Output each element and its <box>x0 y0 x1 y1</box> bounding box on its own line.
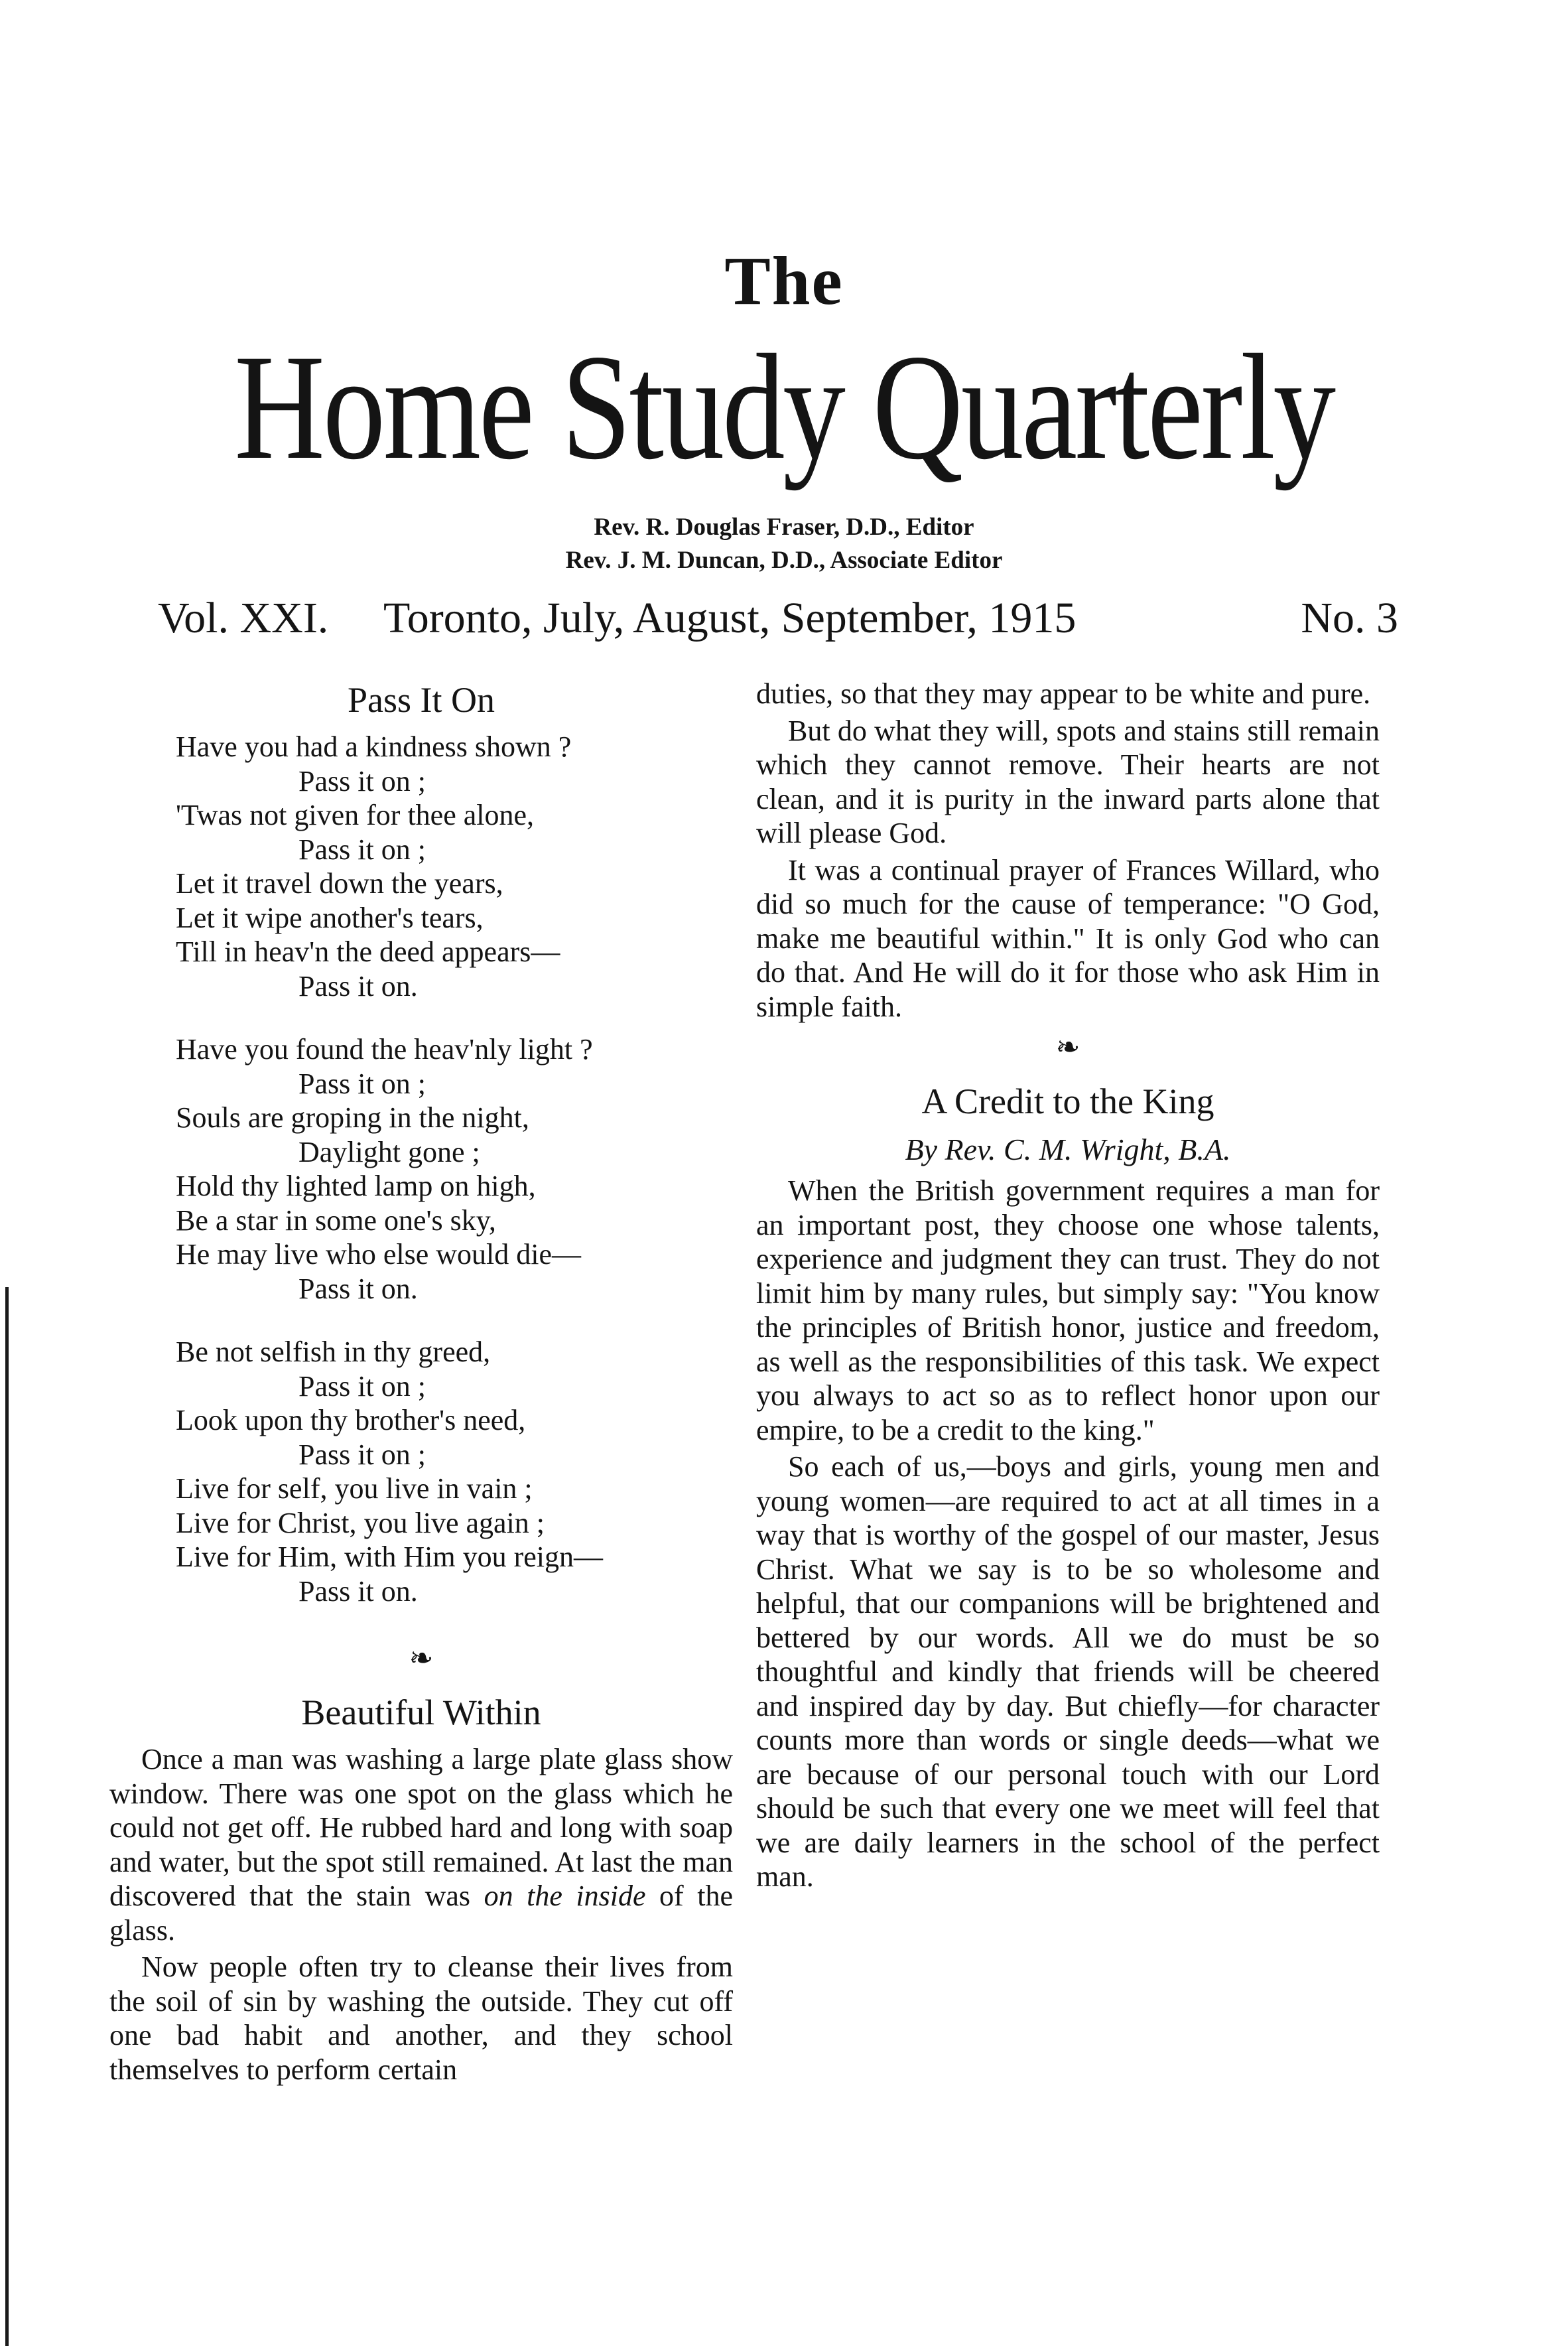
poem-stanza <box>109 1032 733 1306</box>
editor-line: Rev. R. Douglas Fraser, D.D., Editor <box>594 514 974 541</box>
poem-line: Pass it on ; <box>298 1067 426 1100</box>
beautiful-within-title: Beautiful Within <box>301 1692 541 1732</box>
paragraph: It was a continual prayer of Frances Willard, who did so much for the cause of temperance: "O God, make me beautiful within." It is only God who can do that. And He will do it for those who ask Him in simple faith. <box>756 853 1380 1023</box>
poem-title: Pass It On <box>347 680 495 720</box>
poem-line: Have you found the heav'nly light ? <box>176 1033 593 1066</box>
poem-line: Have you had a kindness shown ? <box>176 730 572 763</box>
poem-line: Pass it on ; <box>298 1438 426 1471</box>
paragraph: But do what they will, spots and stains still remain which they cannot remove. Their hearts are not clean, and it is purity in the inward parts alone that will please God. <box>756 714 1380 849</box>
editors-block <box>0 511 1568 577</box>
poem-line: Pass it on ; <box>298 833 426 866</box>
paragraph: So each of us,—boys and girls, young men and young women—are required to act at all times in a way that is worthy of the gospel of our master, Jesus Christ. What we say is to be so wholesome and helpful, that our companions will be brightened and bettered by our words. All we do must be so thoughtful and kindly that friends will be cheered and inspired day by day. But chiefly—for character counts more than words or single deeds—what we are because of our personal touch with our Lord should be such that every one we meet will feel that we are daily learners in the school of the perfect man. <box>756 1450 1380 1893</box>
poem-stanza <box>109 1335 733 1608</box>
poem-line: Daylight gone ; <box>298 1135 480 1168</box>
poem-stanza <box>109 730 733 1003</box>
poem-line: Pass it on. <box>298 1272 418 1305</box>
poem-line: Let it travel down the years, <box>176 867 503 900</box>
associate-editor-line: Rev. J. M. Duncan, D.D., Associate Editor <box>565 547 1003 574</box>
poem-line: 'Twas not given for thee alone, <box>176 799 535 831</box>
poem-line: Live for Him, with Him you reign— <box>176 1541 604 1573</box>
poem-line: Live for Christ, you live again ; <box>176 1506 545 1539</box>
poem-line: Pass it on ; <box>298 1369 426 1403</box>
poem-line: Be a star in some one's sky, <box>176 1204 496 1237</box>
poem-line: Live for self, you live in vain ; <box>176 1472 533 1505</box>
credit-to-king-title: A Credit to the King <box>921 1081 1214 1121</box>
section-ornament: ❧ <box>1055 1031 1080 1064</box>
poem-line: Be not selfish in thy greed, <box>176 1336 491 1368</box>
masthead-title: Home Study Quarterly <box>234 324 1334 491</box>
left-column <box>109 677 733 2089</box>
article-byline: By Rev. C. M. Wright, B.A. <box>905 1133 1231 1166</box>
paragraph: When the British government requires a man for an important post, they choose one whose talents, experience and judgment they can trust. They do not limit him by many rules, but simply say: "You know the principles of British honor, justice and freedom, as well as the responsibilities of this task. We expect you always to act so as to reflect honor upon our empire, to be a credit to the king." <box>756 1174 1380 1446</box>
poem-line: Till in heav'n the deed appears— <box>176 935 560 968</box>
poem-line: He may live who else would die— <box>176 1238 581 1271</box>
poem-line: Look upon thy brother's need, <box>176 1404 526 1436</box>
poem-line: Souls are groping in the night, <box>176 1101 529 1134</box>
paragraph-continued: duties, so that they may appear to be white and pure. <box>756 677 1371 710</box>
poem-line: Pass it on. <box>298 1574 418 1608</box>
scan-edge-rule <box>5 1287 9 2346</box>
issue-number: No. 3 <box>1301 594 1398 642</box>
poem-line: Pass it on ; <box>298 764 426 797</box>
section-ornament: ❧ <box>409 1642 434 1675</box>
poem-line: Let it wipe another's tears, <box>176 901 484 934</box>
place-and-date: Toronto, July, August, September, 1915 <box>383 594 1077 642</box>
right-column <box>756 677 1380 1897</box>
poem-line: Hold thy lighted lamp on high, <box>176 1170 536 1202</box>
poem-line: Pass it on. <box>298 969 418 1002</box>
masthead-the: The <box>724 243 844 319</box>
volume-number: Vol. XXI. <box>158 594 329 642</box>
paragraph: Once a man was washing a large plate glass show window. There was one spot on the glass which he could not get off. He rubbed hard and long with soap and water, but the spot still remained. At last the man discovered that the stain was on the inside of the glass. <box>109 1743 734 1947</box>
paragraph: Now people often try to cleanse their lives from the soil of sin by washing the outside. They cut off one bad habit and another, and they school themselves to perform certain <box>109 1951 733 2086</box>
